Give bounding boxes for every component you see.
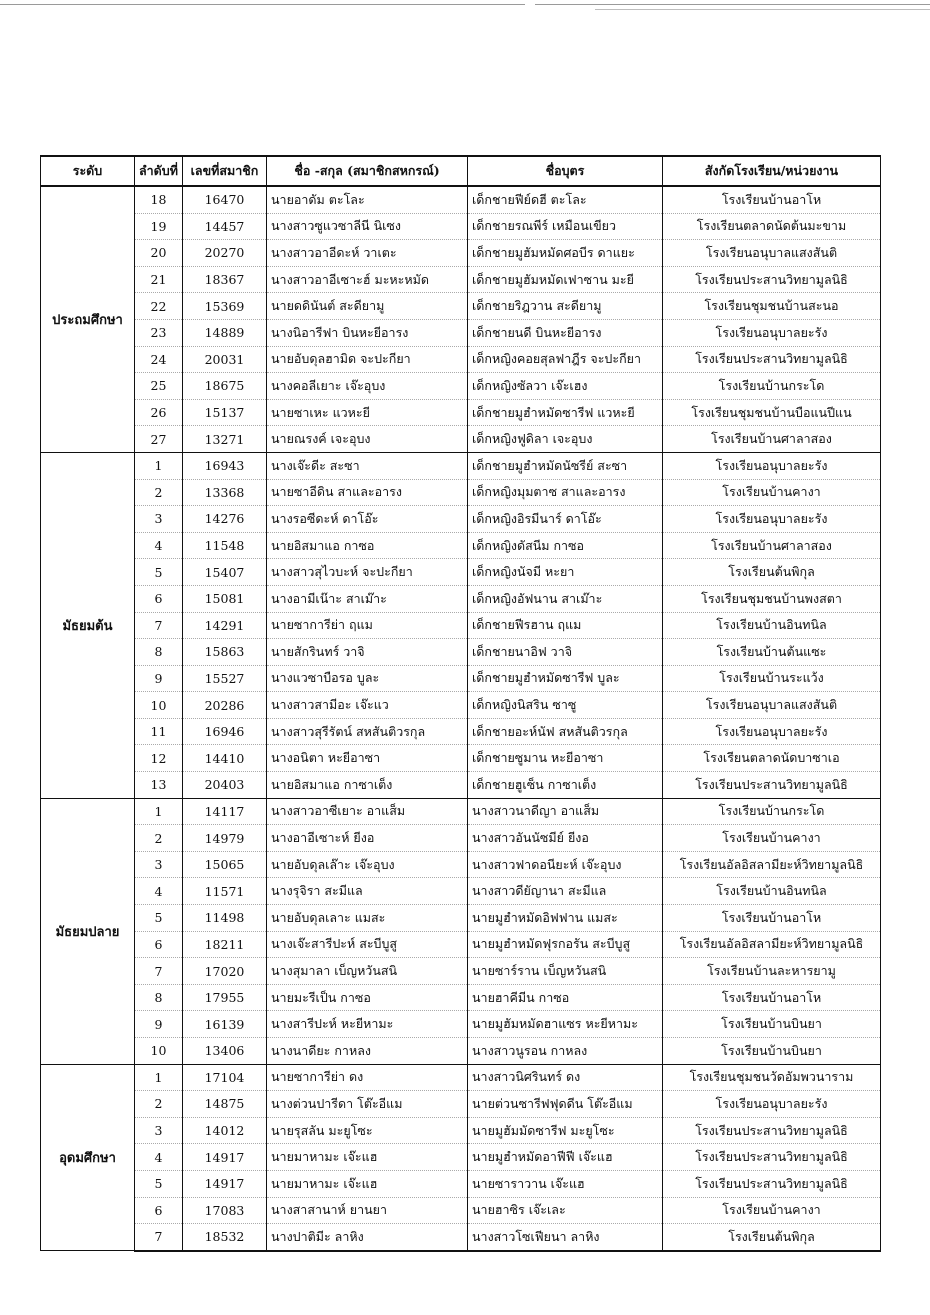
member-id-cell: 11548	[183, 532, 267, 559]
order-cell: 24	[135, 346, 183, 373]
school-cell: โรงเรียนบ้านกระโด	[663, 798, 881, 825]
child-name-cell: เด็กหญิงนิสริน ซาซู	[468, 692, 663, 719]
child-name-cell: เด็กหญิงอิรมีนาร์ ดาโอ๊ะ	[468, 506, 663, 533]
school-cell: โรงเรียนต้นพิกุล	[663, 1224, 881, 1251]
school-cell: โรงเรียนอัลอิสลามียะห์วิทยามูลนิธิ	[663, 851, 881, 878]
school-cell: โรงเรียนประสานวิทยามูลนิธิ	[663, 772, 881, 799]
order-cell: 23	[135, 319, 183, 346]
order-cell: 5	[135, 1170, 183, 1197]
child-name-cell: นายต่วนซารีฟฟุดดีน โต๊ะอีแม	[468, 1091, 663, 1118]
school-cell: โรงเรียนบ้านศาลาสอง	[663, 532, 881, 559]
member-id-cell: 18367	[183, 266, 267, 293]
child-name-cell: เด็กชายอะห์นัฟ สหสันติวรกุล	[468, 718, 663, 745]
member-id-cell: 20031	[183, 346, 267, 373]
order-cell: 6	[135, 585, 183, 612]
school-cell: โรงเรียนบ้านระแว้ง	[663, 665, 881, 692]
member-id-cell: 14875	[183, 1091, 267, 1118]
member-name-cell: นางสาสานาห์ ยานยา	[267, 1197, 468, 1224]
member-name-cell: นางสาวสามีอะ เจ๊ะแว	[267, 692, 468, 719]
header-level: ระดับ	[41, 156, 135, 186]
child-name-cell: เด็กชายนดี บินหะยีอารง	[468, 319, 663, 346]
top-edge-line	[535, 4, 930, 5]
member-id-cell: 13271	[183, 426, 267, 453]
member-id-cell: 15081	[183, 585, 267, 612]
member-id-cell: 20403	[183, 772, 267, 799]
header-member-id: เลขที่สมาชิก	[183, 156, 267, 186]
order-cell: 8	[135, 984, 183, 1011]
order-cell: 1	[135, 798, 183, 825]
order-cell: 26	[135, 399, 183, 426]
member-children-table	[40, 155, 881, 1252]
table-row	[41, 772, 881, 799]
table-row	[41, 1064, 881, 1091]
member-id-cell: 15137	[183, 399, 267, 426]
child-name-cell: นางสาวนาดีญา อาแส็ม	[468, 798, 663, 825]
order-cell: 27	[135, 426, 183, 453]
school-cell: โรงเรียนบ้านคางา	[663, 1197, 881, 1224]
order-cell: 5	[135, 905, 183, 932]
child-name-cell: นายมูฮัมมัดซารีฟ มะยูโซะ	[468, 1117, 663, 1144]
table-body	[41, 186, 881, 1251]
member-name-cell: นางสาวสุไวบะห์ จะปะกียา	[267, 559, 468, 586]
child-name-cell: นางสาวนิศรินทร์ ดง	[468, 1064, 663, 1091]
school-cell: โรงเรียนอัลอิสลามียะห์วิทยามูลนิธิ	[663, 931, 881, 958]
table-row	[41, 825, 881, 852]
school-cell: โรงเรียนอนุบาลยะรัง	[663, 506, 881, 533]
top-edge-line	[595, 9, 930, 10]
school-cell: โรงเรียนอนุบาลยะรัง	[663, 1091, 881, 1118]
order-cell: 7	[135, 1224, 183, 1251]
table-row	[41, 585, 881, 612]
order-cell: 10	[135, 692, 183, 719]
member-name-cell: นายมาหามะ เจ๊ะแฮ	[267, 1144, 468, 1171]
school-cell: โรงเรียนบ้านอินทนิล	[663, 612, 881, 639]
level-cell: มัธยมต้น	[41, 452, 135, 798]
member-name-cell: นางต่วนปารีดา โต๊ะอีแม	[267, 1091, 468, 1118]
order-cell: 22	[135, 293, 183, 320]
order-cell: 2	[135, 479, 183, 506]
order-cell: 1	[135, 452, 183, 479]
school-cell: โรงเรียนประสานวิทยามูลนิธิ	[663, 346, 881, 373]
school-cell: โรงเรียนบ้านละหารยามู	[663, 958, 881, 985]
child-name-cell: เด็กชายริฎวาน สะดียามู	[468, 293, 663, 320]
school-cell: โรงเรียนชุมชนบ้านสะนอ	[663, 293, 881, 320]
school-cell: โรงเรียนบ้านกระโด	[663, 373, 881, 400]
member-id-cell: 11571	[183, 878, 267, 905]
member-id-cell: 14012	[183, 1117, 267, 1144]
order-cell: 4	[135, 878, 183, 905]
school-cell: โรงเรียนชุมชนวัดอัมพวนาราม	[663, 1064, 881, 1091]
child-name-cell: นายฮาคีมีน กาซอ	[468, 984, 663, 1011]
order-cell: 8	[135, 639, 183, 666]
school-cell: โรงเรียนต้นพิกุล	[663, 559, 881, 586]
child-name-cell: นายมูฮำหมัดฟุรกอรัน สะบีบูสู	[468, 931, 663, 958]
member-id-cell: 18675	[183, 373, 267, 400]
child-name-cell: เด็กชายมูฮัมหมัดศอบีร ดาแยะ	[468, 240, 663, 267]
table-row	[41, 1144, 881, 1171]
member-name-cell: นางสุมาลา เบ็ญหวันสนิ	[267, 958, 468, 985]
table-row	[41, 745, 881, 772]
header-order: ลำดับที่	[135, 156, 183, 186]
member-id-cell: 18211	[183, 931, 267, 958]
table-row	[41, 186, 881, 213]
school-cell: โรงเรียนประสานวิทยามูลนิธิ	[663, 1144, 881, 1171]
school-cell: โรงเรียนตลาดนัดบาซาเอ	[663, 745, 881, 772]
table-row	[41, 319, 881, 346]
order-cell: 6	[135, 1197, 183, 1224]
member-name-cell: นายสักรินทร์ วาจิ	[267, 639, 468, 666]
header-child-name: ชื่อบุตร	[468, 156, 663, 186]
member-name-cell: นางสาวอาอีเซาะฮ์ มะหะหมัด	[267, 266, 468, 293]
child-name-cell: นางสาวฟาดอนียะห์ เจ๊ะอุบง	[468, 851, 663, 878]
child-name-cell: เด็กชายมูฮำหมัดนัซรีย์ สะซา	[468, 452, 663, 479]
member-id-cell: 17020	[183, 958, 267, 985]
member-id-cell: 14410	[183, 745, 267, 772]
school-cell: โรงเรียนบ้านอาโห	[663, 905, 881, 932]
child-name-cell: เด็กหญิงมุมตาซ สาและอารง	[468, 479, 663, 506]
table-row	[41, 1170, 881, 1197]
header-school: สังกัดโรงเรียน/หน่วยงาน	[663, 156, 881, 186]
level-cell: ประถมศึกษา	[41, 186, 135, 452]
member-id-cell: 15407	[183, 559, 267, 586]
member-name-cell: นางแวซาบือรอ บูละ	[267, 665, 468, 692]
table-row	[41, 1224, 881, 1251]
member-id-cell: 17083	[183, 1197, 267, 1224]
member-id-cell: 16946	[183, 718, 267, 745]
member-name-cell: นางสาวซูแวซาลีนี นิเซง	[267, 213, 468, 240]
school-cell: โรงเรียนบ้านศาลาสอง	[663, 426, 881, 453]
child-name-cell: นางสาวดียัญานา สะมีแล	[468, 878, 663, 905]
child-name-cell: เด็กหญิงอัฟนาน สาเม๊าะ	[468, 585, 663, 612]
school-cell: โรงเรียนตลาดนัดต้นมะขาม	[663, 213, 881, 240]
table-row	[41, 266, 881, 293]
table-row	[41, 1091, 881, 1118]
table-row	[41, 612, 881, 639]
school-cell: โรงเรียนบ้านต้นแซะ	[663, 639, 881, 666]
school-cell: โรงเรียนอนุบาลแสงสันติ	[663, 692, 881, 719]
school-cell: โรงเรียนอนุบาลแสงสันติ	[663, 240, 881, 267]
member-name-cell: นางเจ๊ะดีะ สะซา	[267, 452, 468, 479]
school-cell: โรงเรียนบ้านคางา	[663, 479, 881, 506]
order-cell: 19	[135, 213, 183, 240]
member-name-cell: นายรุสลัน มะยูโซะ	[267, 1117, 468, 1144]
table-row	[41, 665, 881, 692]
child-name-cell: นางสาวนูรอน กาหลง	[468, 1038, 663, 1065]
table-row	[41, 878, 881, 905]
table-row	[41, 506, 881, 533]
member-id-cell: 15863	[183, 639, 267, 666]
child-name-cell: เด็กชายฟีย์ดฮี ตะโละ	[468, 186, 663, 213]
table-row	[41, 346, 881, 373]
table-row	[41, 1011, 881, 1038]
member-id-cell: 13368	[183, 479, 267, 506]
child-name-cell: เด็กหญิงซัลวา เจ๊ะเฮง	[468, 373, 663, 400]
member-id-cell: 15527	[183, 665, 267, 692]
school-cell: โรงเรียนประสานวิทยามูลนิธิ	[663, 1117, 881, 1144]
member-id-cell: 20286	[183, 692, 267, 719]
table-row	[41, 293, 881, 320]
school-cell: โรงเรียนชุมชนบ้านพงสตา	[663, 585, 881, 612]
order-cell: 4	[135, 532, 183, 559]
member-name-cell: นางอนิตา หะยีอาซา	[267, 745, 468, 772]
order-cell: 5	[135, 559, 183, 586]
member-name-cell: นายซาอีดิน สาและอารง	[267, 479, 468, 506]
table-row	[41, 851, 881, 878]
school-cell: โรงเรียนอนุบาลยะรัง	[663, 718, 881, 745]
order-cell: 11	[135, 718, 183, 745]
table-row	[41, 426, 881, 453]
member-name-cell: นายซาการีย่า ฤแม	[267, 612, 468, 639]
member-id-cell: 17955	[183, 984, 267, 1011]
table-row	[41, 373, 881, 400]
school-cell: โรงเรียนชุมชนบ้านบือแนปีแน	[663, 399, 881, 426]
member-id-cell: 20270	[183, 240, 267, 267]
header-member-name: ชื่อ -สกุล (สมาชิกสหกรณ์)	[267, 156, 468, 186]
member-id-cell: 14917	[183, 1144, 267, 1171]
member-id-cell: 14117	[183, 798, 267, 825]
member-name-cell: นายอับดุลฮามิด จะปะกียา	[267, 346, 468, 373]
table-row	[41, 213, 881, 240]
child-name-cell: เด็กชายฮูเซ็น กาซาเต็ง	[468, 772, 663, 799]
table-row	[41, 1038, 881, 1065]
child-name-cell: เด็กชายรณพีร์ เหมือนเขียว	[468, 213, 663, 240]
table-row	[41, 479, 881, 506]
table-row	[41, 399, 881, 426]
order-cell: 2	[135, 1091, 183, 1118]
child-name-cell: เด็กชายนาอิฟ วาจิ	[468, 639, 663, 666]
member-name-cell: นายณรงค์ เจะอุบง	[267, 426, 468, 453]
table-row	[41, 718, 881, 745]
order-cell: 20	[135, 240, 183, 267]
member-id-cell: 16943	[183, 452, 267, 479]
member-name-cell: นายซาการีย่า ดง	[267, 1064, 468, 1091]
order-cell: 9	[135, 1011, 183, 1038]
member-id-cell: 13406	[183, 1038, 267, 1065]
member-id-cell: 14889	[183, 319, 267, 346]
member-name-cell: นางเจ๊ะสารีปะห์ สะบีบูสู	[267, 931, 468, 958]
child-name-cell: นางสาวโซเฟียนา ลาหิง	[468, 1224, 663, 1251]
table-row	[41, 958, 881, 985]
member-name-cell: นางสาวสุรีรัตน์ สหสันติวรกุล	[267, 718, 468, 745]
order-cell: 6	[135, 931, 183, 958]
school-cell: โรงเรียนบ้านคางา	[663, 825, 881, 852]
member-id-cell: 14979	[183, 825, 267, 852]
level-cell: มัธยมปลาย	[41, 798, 135, 1064]
member-name-cell: นายมาหามะ เจ๊ะแฮ	[267, 1170, 468, 1197]
table-row	[41, 905, 881, 932]
member-name-cell: นายอาดัม ตะโละ	[267, 186, 468, 213]
member-name-cell: นางนิอารีฟา บินหะยีอารง	[267, 319, 468, 346]
member-name-cell: นางรอซีดะห์ ดาโอ๊ะ	[267, 506, 468, 533]
table-row	[41, 1117, 881, 1144]
order-cell: 4	[135, 1144, 183, 1171]
child-name-cell: นายซาราวาน เจ๊ะแฮ	[468, 1170, 663, 1197]
school-cell: โรงเรียนประสานวิทยามูลนิธิ	[663, 1170, 881, 1197]
member-name-cell: นางรุจิรา สะมีแล	[267, 878, 468, 905]
table-header	[41, 156, 881, 186]
table-row	[41, 532, 881, 559]
order-cell: 10	[135, 1038, 183, 1065]
order-cell: 18	[135, 186, 183, 213]
child-name-cell: นายฮาซิร เจ๊ะเละ	[468, 1197, 663, 1224]
table-row	[41, 931, 881, 958]
school-cell: โรงเรียนบ้านอินทนิล	[663, 878, 881, 905]
member-id-cell: 14917	[183, 1170, 267, 1197]
member-name-cell: นายอับดุลเลาะ แมสะ	[267, 905, 468, 932]
level-cell: อุดมศึกษา	[41, 1064, 135, 1251]
child-name-cell: เด็กชายมูฮำหมัดซารีฟ แวหะยี	[468, 399, 663, 426]
order-cell: 12	[135, 745, 183, 772]
member-id-cell: 17104	[183, 1064, 267, 1091]
school-cell: โรงเรียนอนุบาลยะรัง	[663, 452, 881, 479]
order-cell: 13	[135, 772, 183, 799]
member-name-cell: นางปาติมีะ ลาหิง	[267, 1224, 468, 1251]
table-row	[41, 452, 881, 479]
school-cell: โรงเรียนอนุบาลยะรัง	[663, 319, 881, 346]
school-cell: โรงเรียนประสานวิทยามูลนิธิ	[663, 266, 881, 293]
table-row	[41, 639, 881, 666]
child-name-cell: เด็กหญิงคอยสุลฟาฎีร จะปะกียา	[468, 346, 663, 373]
child-name-cell: นายมูฮัมหมัดฮาแซร หะยีหามะ	[468, 1011, 663, 1038]
table-row	[41, 559, 881, 586]
member-name-cell: นายซาเหะ แวหะยี	[267, 399, 468, 426]
member-id-cell: 18532	[183, 1224, 267, 1251]
school-cell: โรงเรียนบ้านบินยา	[663, 1038, 881, 1065]
table-row	[41, 984, 881, 1011]
member-name-cell: นายอิสมาแอ กาซาเต็ง	[267, 772, 468, 799]
member-name-cell: นางนาดียะ กาหลง	[267, 1038, 468, 1065]
child-name-cell: เด็กหญิงฟูดิลา เจะอุบง	[468, 426, 663, 453]
member-name-cell: นางสาวอาอีดะห์ วาเตะ	[267, 240, 468, 267]
table-row	[41, 798, 881, 825]
order-cell: 7	[135, 612, 183, 639]
member-id-cell: 14276	[183, 506, 267, 533]
order-cell: 9	[135, 665, 183, 692]
member-name-cell: นายมะรีเป็น กาซอ	[267, 984, 468, 1011]
order-cell: 7	[135, 958, 183, 985]
member-name-cell: นางอามีเน๊าะ สาเม๊าะ	[267, 585, 468, 612]
child-name-cell: เด็กหญิงนัจมี หะยา	[468, 559, 663, 586]
member-name-cell: นางสารีปะห์ หะยีหามะ	[267, 1011, 468, 1038]
child-name-cell: นางสาวอันนัซมีย์ ยีงอ	[468, 825, 663, 852]
member-id-cell: 11498	[183, 905, 267, 932]
member-id-cell: 16470	[183, 186, 267, 213]
school-cell: โรงเรียนบ้านอาโห	[663, 984, 881, 1011]
child-name-cell: เด็กชายมูฮำหมัดซารีฟ บูละ	[468, 665, 663, 692]
member-name-cell: นายดดินันต์ สะดียามู	[267, 293, 468, 320]
school-cell: โรงเรียนบ้านอาโห	[663, 186, 881, 213]
order-cell: 1	[135, 1064, 183, 1091]
order-cell: 25	[135, 373, 183, 400]
member-name-cell: นางสาวอาซีเยาะ อาแส็ม	[267, 798, 468, 825]
table-row	[41, 1197, 881, 1224]
order-cell: 3	[135, 851, 183, 878]
child-name-cell: เด็กชายซูมาน หะยีอาซา	[468, 745, 663, 772]
top-edge-line	[0, 4, 525, 5]
child-name-cell: เด็กชายมูฮัมหมัดเฟาซาน มะยี	[468, 266, 663, 293]
order-cell: 21	[135, 266, 183, 293]
child-name-cell: เด็กชายฟีรฮาน ฤแม	[468, 612, 663, 639]
member-name-cell: นางคอลีเยาะ เจ๊ะอุบง	[267, 373, 468, 400]
child-name-cell: นายมูฮำหมัดอาฟีฟี เจ๊ะแฮ	[468, 1144, 663, 1171]
order-cell: 3	[135, 1117, 183, 1144]
member-name-cell: นายอิสมาแอ กาซอ	[267, 532, 468, 559]
member-id-cell: 15369	[183, 293, 267, 320]
member-id-cell: 14457	[183, 213, 267, 240]
member-name-cell: นายอับดุลเล๊าะ เจ๊ะอุบง	[267, 851, 468, 878]
member-name-cell: นางอาอีเซาะห์ ยีงอ	[267, 825, 468, 852]
member-id-cell: 16139	[183, 1011, 267, 1038]
school-cell: โรงเรียนบ้านบินยา	[663, 1011, 881, 1038]
member-id-cell: 15065	[183, 851, 267, 878]
child-name-cell: เด็กหญิงดัสนีม กาซอ	[468, 532, 663, 559]
table-row	[41, 692, 881, 719]
order-cell: 2	[135, 825, 183, 852]
member-id-cell: 14291	[183, 612, 267, 639]
child-name-cell: นายมูฮำหมัดอิฟฟาน แมสะ	[468, 905, 663, 932]
order-cell: 3	[135, 506, 183, 533]
table-row	[41, 240, 881, 267]
child-name-cell: นายซาร์ราน เบ็ญหวันสนิ	[468, 958, 663, 985]
